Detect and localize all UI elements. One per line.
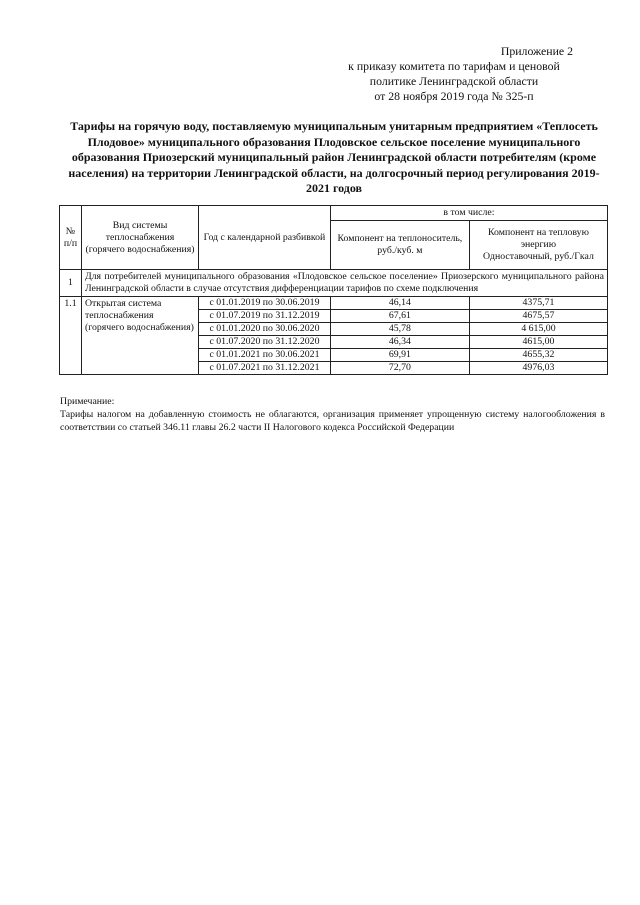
coolant-value: 45,78: [330, 323, 469, 336]
coolant-value: 46,34: [330, 336, 469, 349]
section-text: Для потребителей муниципального образования «Плодовское сельское поселение» Приозерского муниципального района Ленинградской области в случае отсутствия дифференциации тарифов по схеме подключения: [81, 270, 607, 297]
heat-value: 4615,00: [469, 336, 607, 349]
period-cell: с 01.01.2020 по 30.06.2020: [199, 323, 331, 336]
period-cell: с 01.01.2021 по 30.06.2021: [199, 349, 331, 362]
heat-value: 4655,32: [469, 349, 607, 362]
item-system-kind: Открытая система теплоснабжения (горячего водоснабжения): [81, 297, 198, 375]
coolant-value: 72,70: [330, 362, 469, 375]
header-system-kind: Вид системы теплоснабжения (горячего водоснабжения): [81, 206, 198, 270]
heat-value: 4976,03: [469, 362, 607, 375]
header-component-heat-rate: Одноставочный, руб./Гкал: [483, 251, 594, 262]
appendix-header: [309, 44, 599, 104]
period-cell: с 01.07.2020 по 31.12.2020: [199, 336, 331, 349]
tariff-table: [59, 205, 608, 375]
table-row: [60, 297, 608, 310]
appendix-label: Приложение 2: [500, 44, 573, 58]
appendix-committee-line: политике Ленинградской области: [369, 74, 539, 88]
note-block: [60, 395, 605, 434]
coolant-value: 67,61: [330, 310, 469, 323]
coolant-value: 69,91: [330, 349, 469, 362]
appendix-date-line: от 28 ноября 2019 года № 325-п: [374, 89, 534, 103]
section-no: 1: [60, 270, 82, 297]
appendix-order-line: к приказу комитета по тарифам и ценовой: [348, 59, 560, 73]
heat-value: 4375,71: [469, 297, 607, 310]
item-no: 1.1: [60, 297, 82, 375]
period-cell: с 01.07.2021 по 31.12.2021: [199, 362, 331, 375]
table-header-row: [60, 206, 608, 221]
header-component-heat: [469, 221, 607, 270]
header-component-heat-title: Компонент на тепловую энергию: [488, 227, 589, 250]
header-component-coolant: Компонент на теплоноситель, руб./куб. м: [330, 221, 469, 270]
section-row: [60, 270, 608, 297]
heat-value: 4 615,00: [469, 323, 607, 336]
period-cell: с 01.01.2019 по 30.06.2019: [199, 297, 331, 310]
note-text: Тарифы налогом на добавленную стоимость не облагаются, организация применяет упрощенную систему налогообложения в соответствии со статьей 346.11 главы 26.2 части II Налогового кодекса Российской Федерации: [60, 409, 605, 433]
header-including: в том числе:: [330, 206, 607, 221]
note-label: Примечание:: [60, 396, 115, 407]
heat-value: 4675,57: [469, 310, 607, 323]
header-year: Год с календарной разбивкой: [199, 206, 331, 270]
header-no: № п/п: [60, 206, 82, 270]
coolant-value: 46,14: [330, 297, 469, 310]
document-title: Тарифы на горячую воду, поставляемую муниципальным унитарным предприятием «Теплосеть Плодовое» муниципального образования Плодовское сельское поселение муниципального образования Приозерский муниципальный район Ленинградской области потребителям (кроме населения) на территории Ленинградской области, на долгосрочный период регулирования 2019-2021 годов: [68, 119, 600, 196]
period-cell: с 01.07.2019 по 31.12.2019: [199, 310, 331, 323]
